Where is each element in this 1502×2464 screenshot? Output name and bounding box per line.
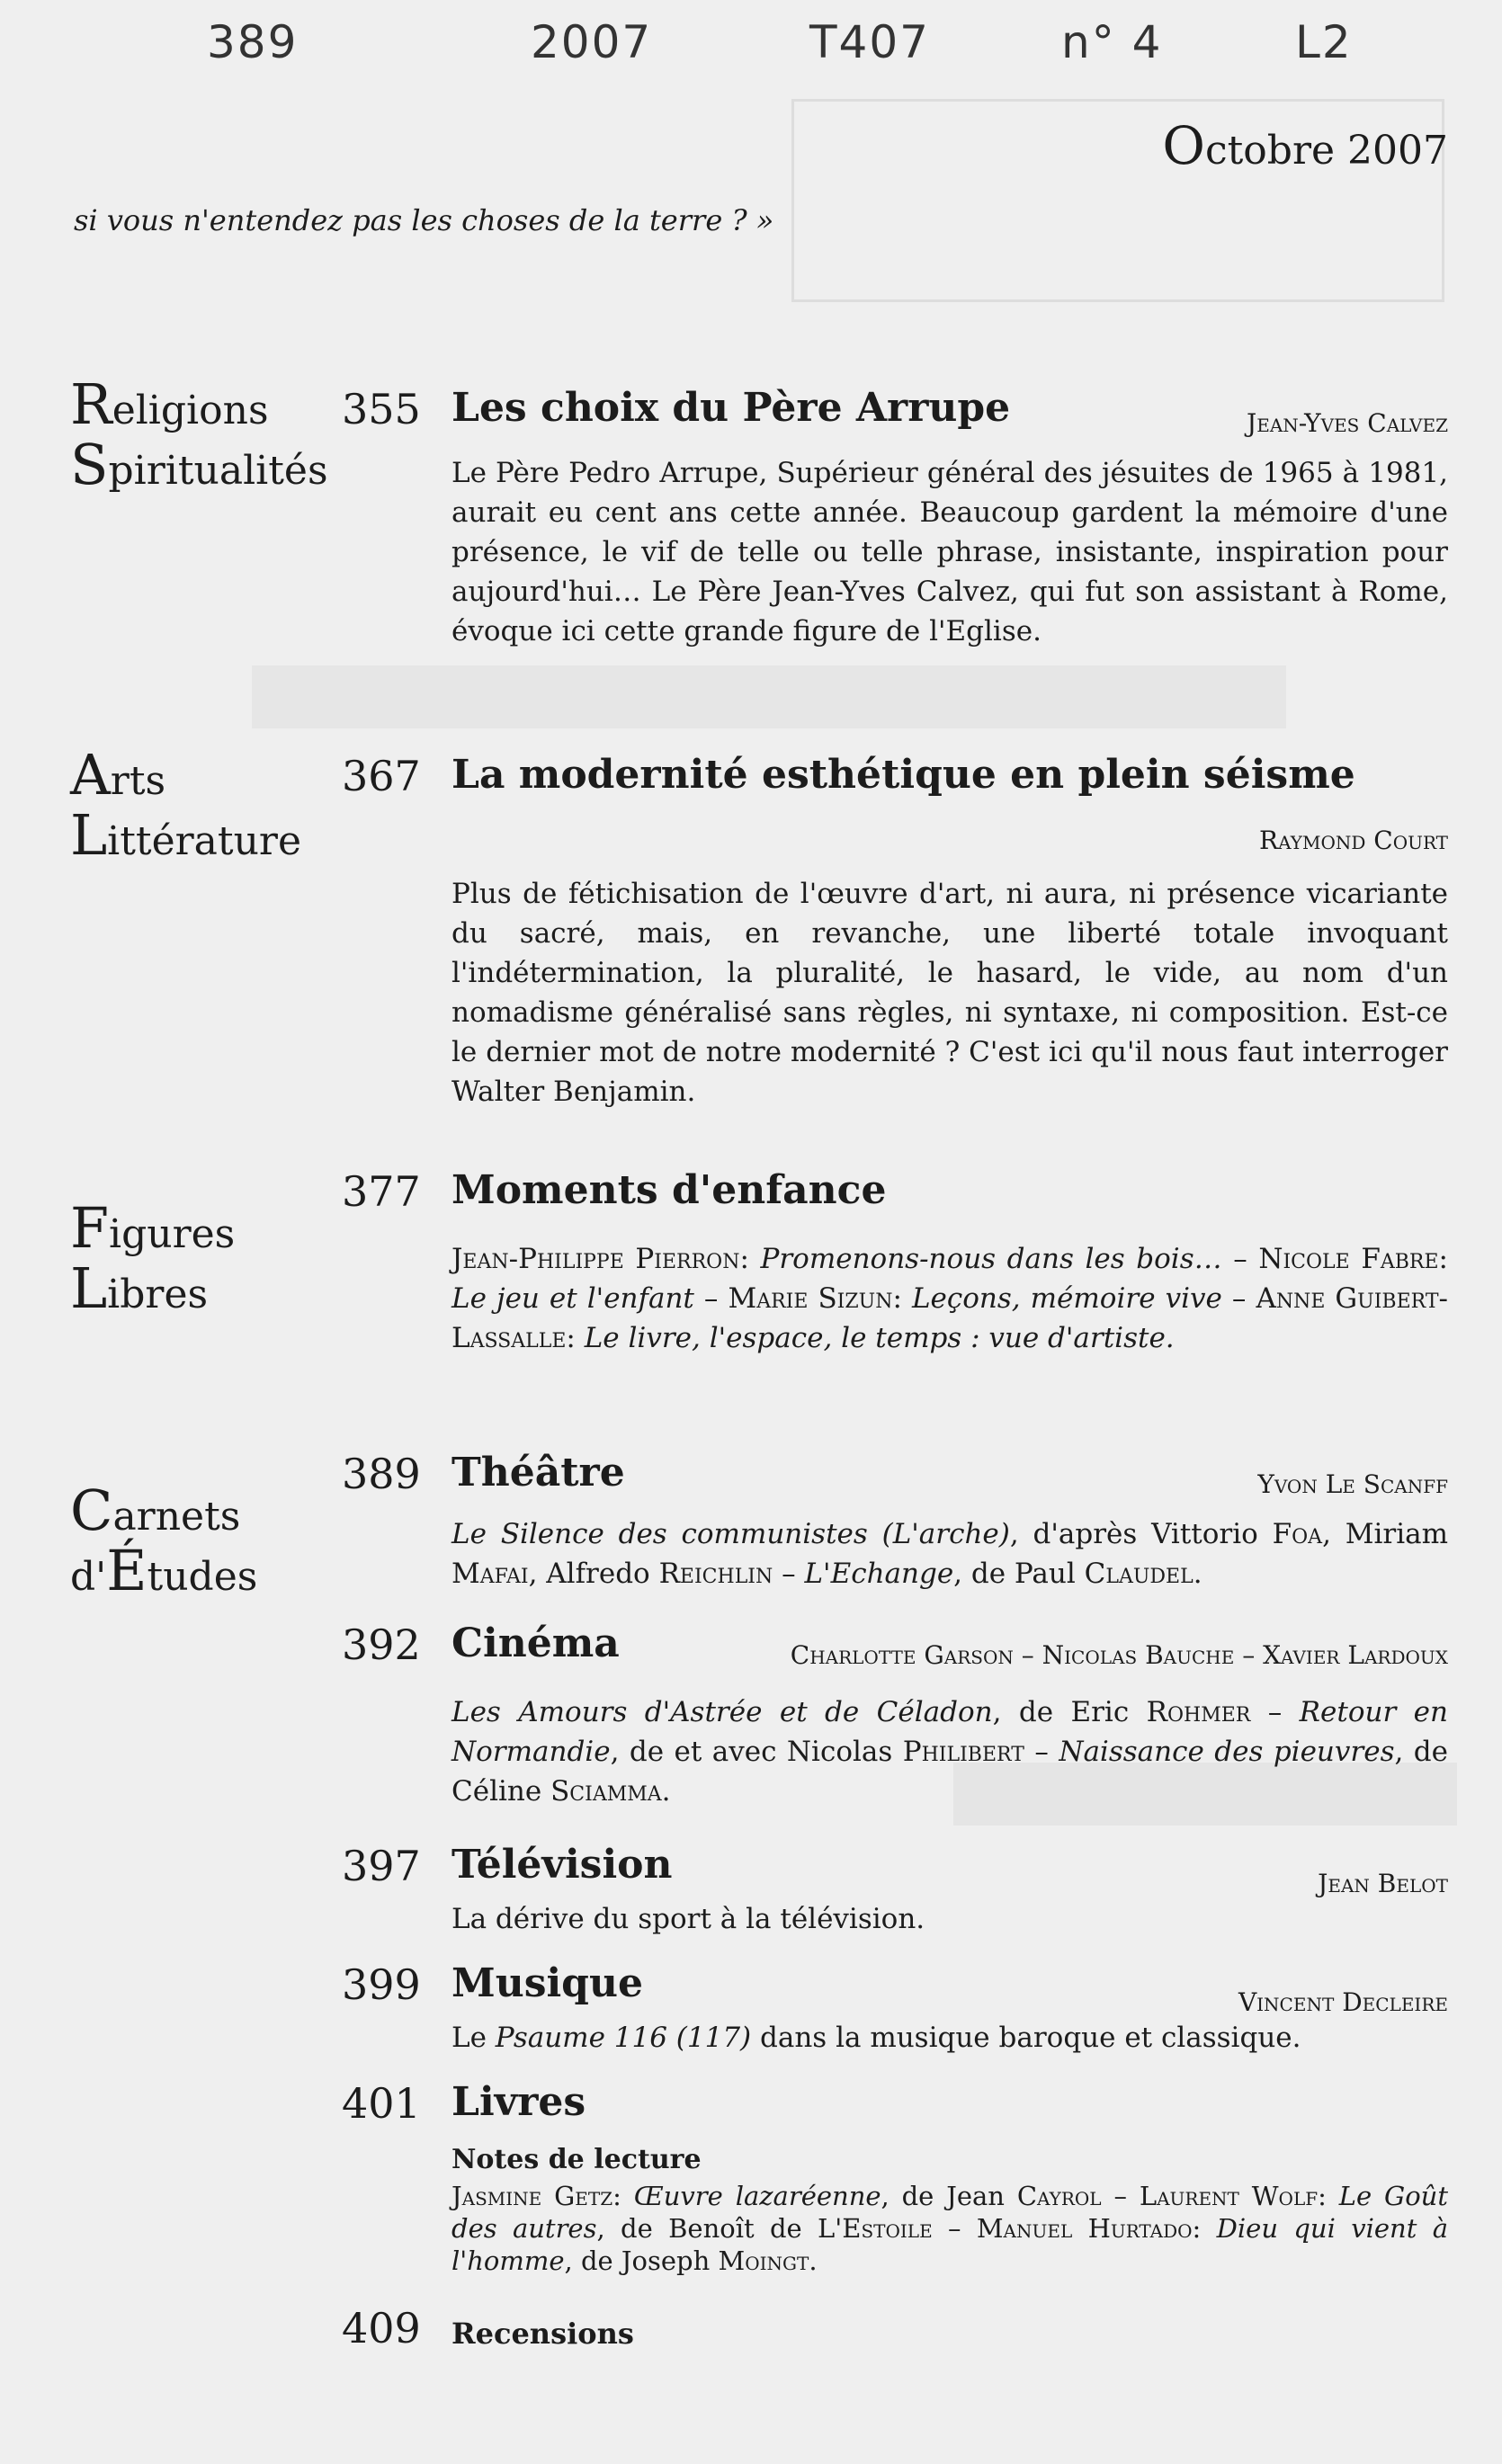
toc-entry [342, 752, 1448, 1108]
toc-entry [342, 1167, 1448, 1383]
page-number: 355 [342, 385, 421, 433]
summary: Le Silence des communistes (L'arche), d'après Vittorio Foa, Miriam Mafai, Alfredo Reichlin – L'Echange, de Paul Claudel. [451, 1518, 1448, 1590]
page-number: 389 [342, 1450, 421, 1498]
author: Raymond Court [1259, 826, 1448, 855]
article-title: Musique [451, 1960, 643, 2006]
toc-entry [342, 385, 1448, 673]
page-number: 399 [342, 1960, 421, 2009]
summary: Jean-Philippe Pierron: Promenons-nous dans les bois… – Nicole Fabre: Le jeu et l'enfant – Marie Sizun: Leçons, mémoire vive – Anne Guibert-Lassalle: Le livre, l'espace, le temps : vue d'artiste. [451, 1243, 1448, 1354]
handwritten-mark: 389 [207, 16, 299, 68]
page-number: 392 [342, 1620, 421, 1669]
author: Jean Belot [1318, 1869, 1448, 1898]
author: Yvon Le Scanff [1257, 1469, 1448, 1499]
page-number: 401 [342, 2079, 421, 2128]
article-title: Théâtre [451, 1450, 625, 1495]
page-number: 409 [342, 2304, 421, 2352]
toc-entry [342, 1842, 1448, 1941]
section-arts: Arts Littérature [70, 742, 302, 868]
section-carnets: Carnets d'Études [70, 1478, 258, 1603]
toc-entry [342, 2304, 1448, 2367]
toc-entry [342, 1960, 1448, 2059]
toc-entry [342, 1450, 1448, 1602]
epigraph-quote: si vous n'entendez pas les choses de la terre ? » [74, 203, 774, 237]
section-figures: Figures Libres [70, 1195, 236, 1321]
article-title: Cinéma [451, 1620, 620, 1666]
page-number: 397 [342, 1842, 421, 1890]
summary: Le Père Pedro Arrupe, Supérieur général des jésuites de 1965 à 1981, aurait eu cent ans cette année. Beaucoup gardent la mémoire d'une présence, le vif de telle ou telle phrase, insistante, inspiration pour aujourd'hui… Le Père Jean-Yves Calvez, qui fut son assistant à Rome, évoque ici cette grande figure de l'Eglise. [451, 457, 1448, 647]
handwritten-mark: L2 [1295, 16, 1353, 68]
summary: Le Psaume 116 (117) dans la musique baroque et classique. [451, 2022, 1301, 2054]
author: Jean-Yves Calvez [1247, 408, 1448, 438]
author: Vincent Decleire [1238, 1987, 1448, 2017]
toc-entry [342, 1620, 1448, 1818]
page-number: 367 [342, 752, 421, 800]
article-title: Moments d'enfance [451, 1167, 887, 1213]
article-title: Les choix du Père Arrupe [451, 385, 1011, 431]
section-religions: Religions Spiritualités [70, 371, 328, 497]
handwritten-mark: n° 4 [1061, 16, 1163, 68]
summary: La dérive du sport à la télévision. [451, 1903, 925, 1935]
page-number: 377 [342, 1167, 421, 1216]
summary: Notes de lecture Jasmine Getz: Œuvre lazaréenne, de Jean Cayrol – Laurent Wolf: Le Goût des autres, de Benoît de L'Estoile – Manuel Hurtado: Dieu qui vient à l'homme, de Joseph Moingt. [451, 2140, 1448, 2277]
article-title: Recensions [451, 2317, 634, 2351]
toc-entry [342, 2079, 1448, 2277]
subheading: Notes de lecture [451, 2144, 702, 2175]
article-title: Télévision [451, 1842, 673, 1888]
handwritten-mark: T407 [809, 16, 930, 68]
show-through-bar [252, 665, 1286, 728]
handwritten-mark: 2007 [531, 16, 653, 68]
article-title: Livres [451, 2079, 586, 2125]
issue-date: Octobre 2007 [1162, 115, 1448, 176]
article-title: La modernité esthétique en plein séisme [451, 752, 1355, 798]
author: Charlotte Garson – Nicolas Bauche – Xavier Lardoux [790, 1640, 1448, 1670]
summary: Plus de fétichisation de l'œuvre d'art, ni aura, ni présence vicariante du sacré, mais, en revanche, une liberté totale invoquant l'indétermination, la pluralité, le hasard, le vide, au nom d'un nomadisme généralisé sans règles, ni syntaxe, ni composition. Est-ce le dernier mot de notre modernité ? C'est ici qu'il nous faut interroger Walter Benjamin. [451, 878, 1448, 1108]
summary: Les Amours d'Astrée et de Céladon, de Eric Rohmer – Retour en Normandie, de et avec Nicolas Philibert – Naissance des pieuvres, de Céline Sciamma. [451, 1696, 1448, 1808]
